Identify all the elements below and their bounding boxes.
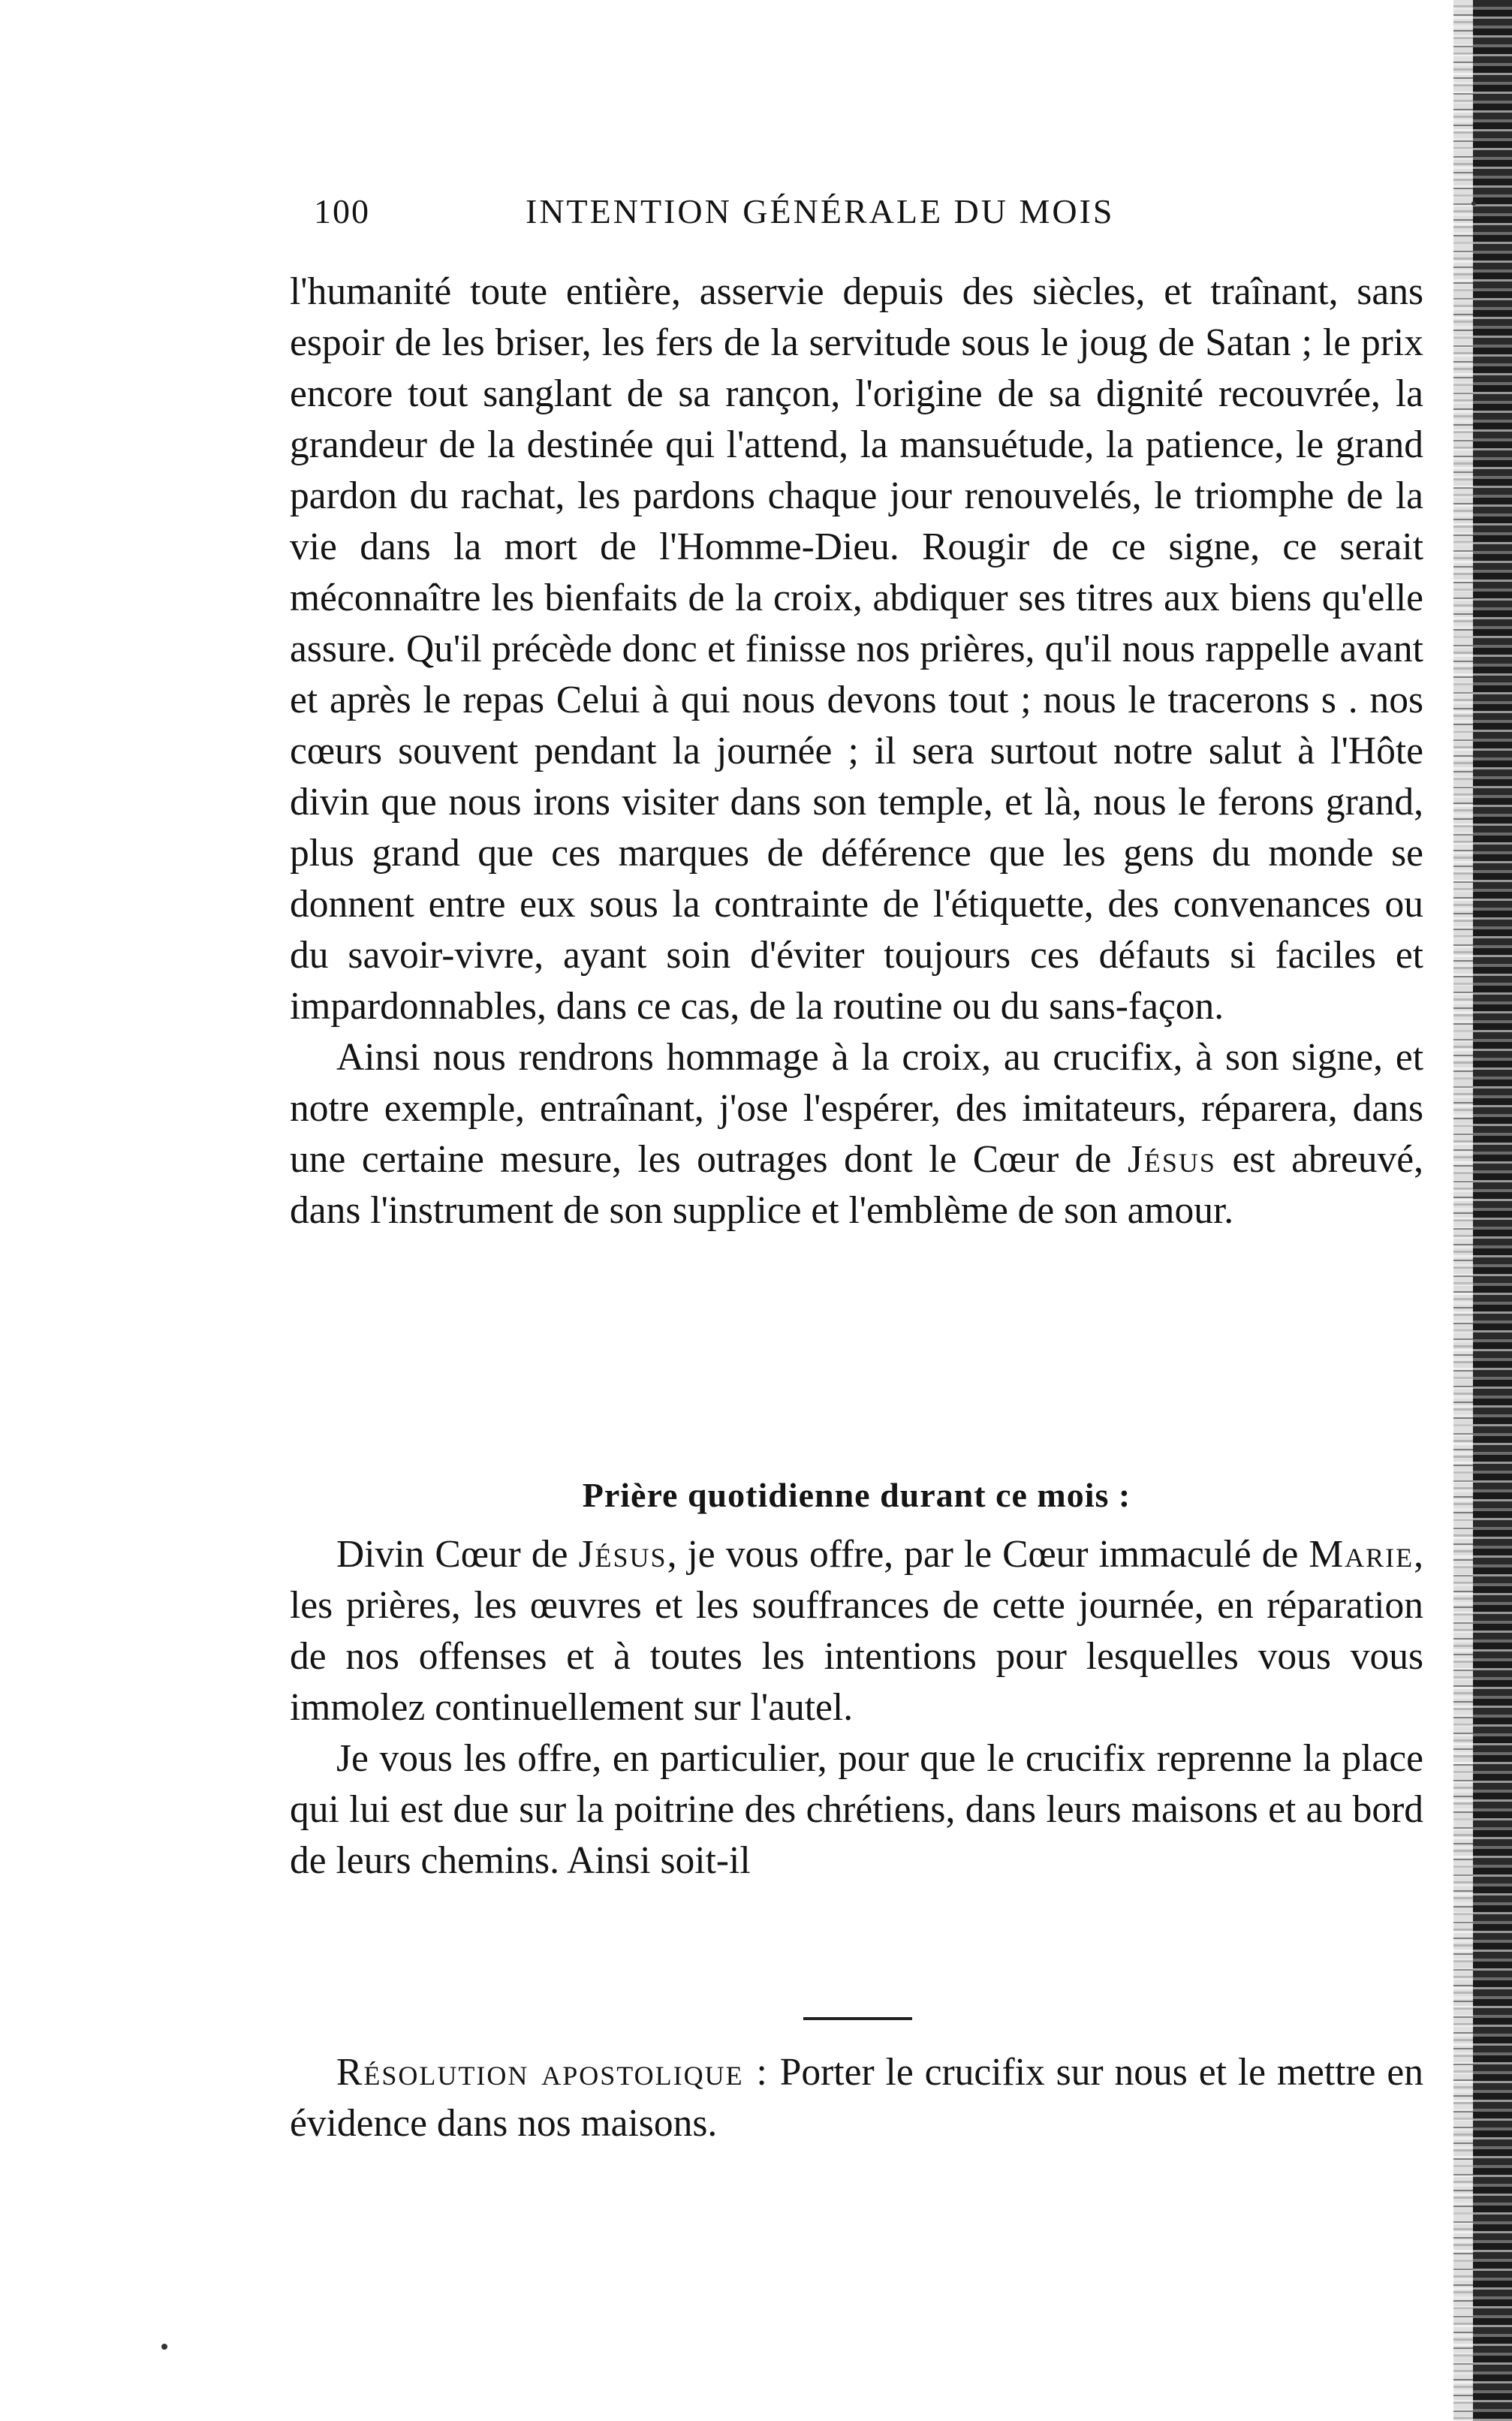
running-title: INTENTION GÉNÉRALE DU MOIS (526, 192, 1115, 230)
prayer-text-part: , les prières, les œuvres et les souffrances de cette journée, en réparation de nos offenses et à toutes les intentions pour lesquelles vous vous immolez continuellement sur l'autel. (290, 1533, 1424, 1729)
name-jesus: Jésus (578, 1533, 667, 1576)
paragraph-continued: l'humanité toute entière, asservie depuis des siècles, et traînant, sans espoir de les briser, les fers de la servitude sous le joug de Satan ; le prix encore tout sanglant de sa rançon, l'origine de sa dignité recouvrée, la grandeur de la destinée qui l'attend, la mansuétude, la patience, le grand pardon du rachat, les pardons chaque jour renouvelés, le triomphe de la vie dans la mort de l'Homme-Dieu. Rougir de ce signe, ce serait méconnaître les bienfaits de la croix, abdiquer ses titres aux biens qu'elle assure. Qu'il précède donc et finisse nos prières, qu'il nous rappelle avant et après le repas Celui à qui nous devons tout ; nous le tracerons s . nos cœurs souvent pendant la journée ; il sera surtout notre salut à l'Hôte divin que nous irons visiter dans son temple, et là, nous le ferons grand, plus grand que ces marques de déférence que les gens du monde se donnent entre eux sous la contrainte de l'étiquette, des convenances ou du savoir-vivre, ayant soin d'éviter toujours ces défauts si faciles et impardonnables, dans ce cas, de la routine ou du sans-façon. (290, 270, 1423, 1028)
paragraph-text: Ainsi nous rendrons hommage à la croix, au crucifix, à son signe, et notre exemple, entraînant, j'ose l'espérer, des imitateurs, réparera, dans une certaine mesure, les outrages dont le Cœur de (290, 1036, 1423, 1181)
prayer-heading: Prière quotidienne durant ce mois : (582, 1476, 1131, 1514)
resolution-text: Porter le crucifix sur nous et le mettre en évidence dans nos maisons. (290, 2051, 1423, 2145)
prayer-paragraph: Je vous les offre, en particulier, pour que le crucifix reprenne la place qui lui est due sur la poitrine des chrétiens, dans leurs maisons et au bord de leurs chemins. Ainsi soit-il (290, 1737, 1423, 1882)
page-header (314, 191, 1185, 236)
prayer-text-part: Divin Cœur de (336, 1533, 579, 1576)
scan-speck (1471, 201, 1476, 206)
scan-edge (1453, 0, 1512, 2421)
page-number: 100 (314, 192, 370, 230)
apostolic-resolution (290, 2047, 1423, 2149)
resolution-label: Résolution apostolique : (336, 2051, 769, 2094)
section-divider (803, 2017, 912, 2020)
prayer-paragraph (290, 1529, 1423, 1733)
prayer-text-part: , je vous offre, par le Cœur immaculé de (667, 1533, 1309, 1576)
main-text (290, 266, 1423, 1236)
scan-speck (161, 2344, 167, 2350)
prayer-text (290, 1529, 1423, 1887)
paragraph-text: est abreuvé, dans l'instrument de son supplice et l'emblème de son amour. (290, 1138, 1423, 1232)
name-marie: Marie (1309, 1533, 1414, 1576)
name-jesus: Jésus (1127, 1138, 1216, 1181)
paragraph-homage (290, 1032, 1423, 1236)
